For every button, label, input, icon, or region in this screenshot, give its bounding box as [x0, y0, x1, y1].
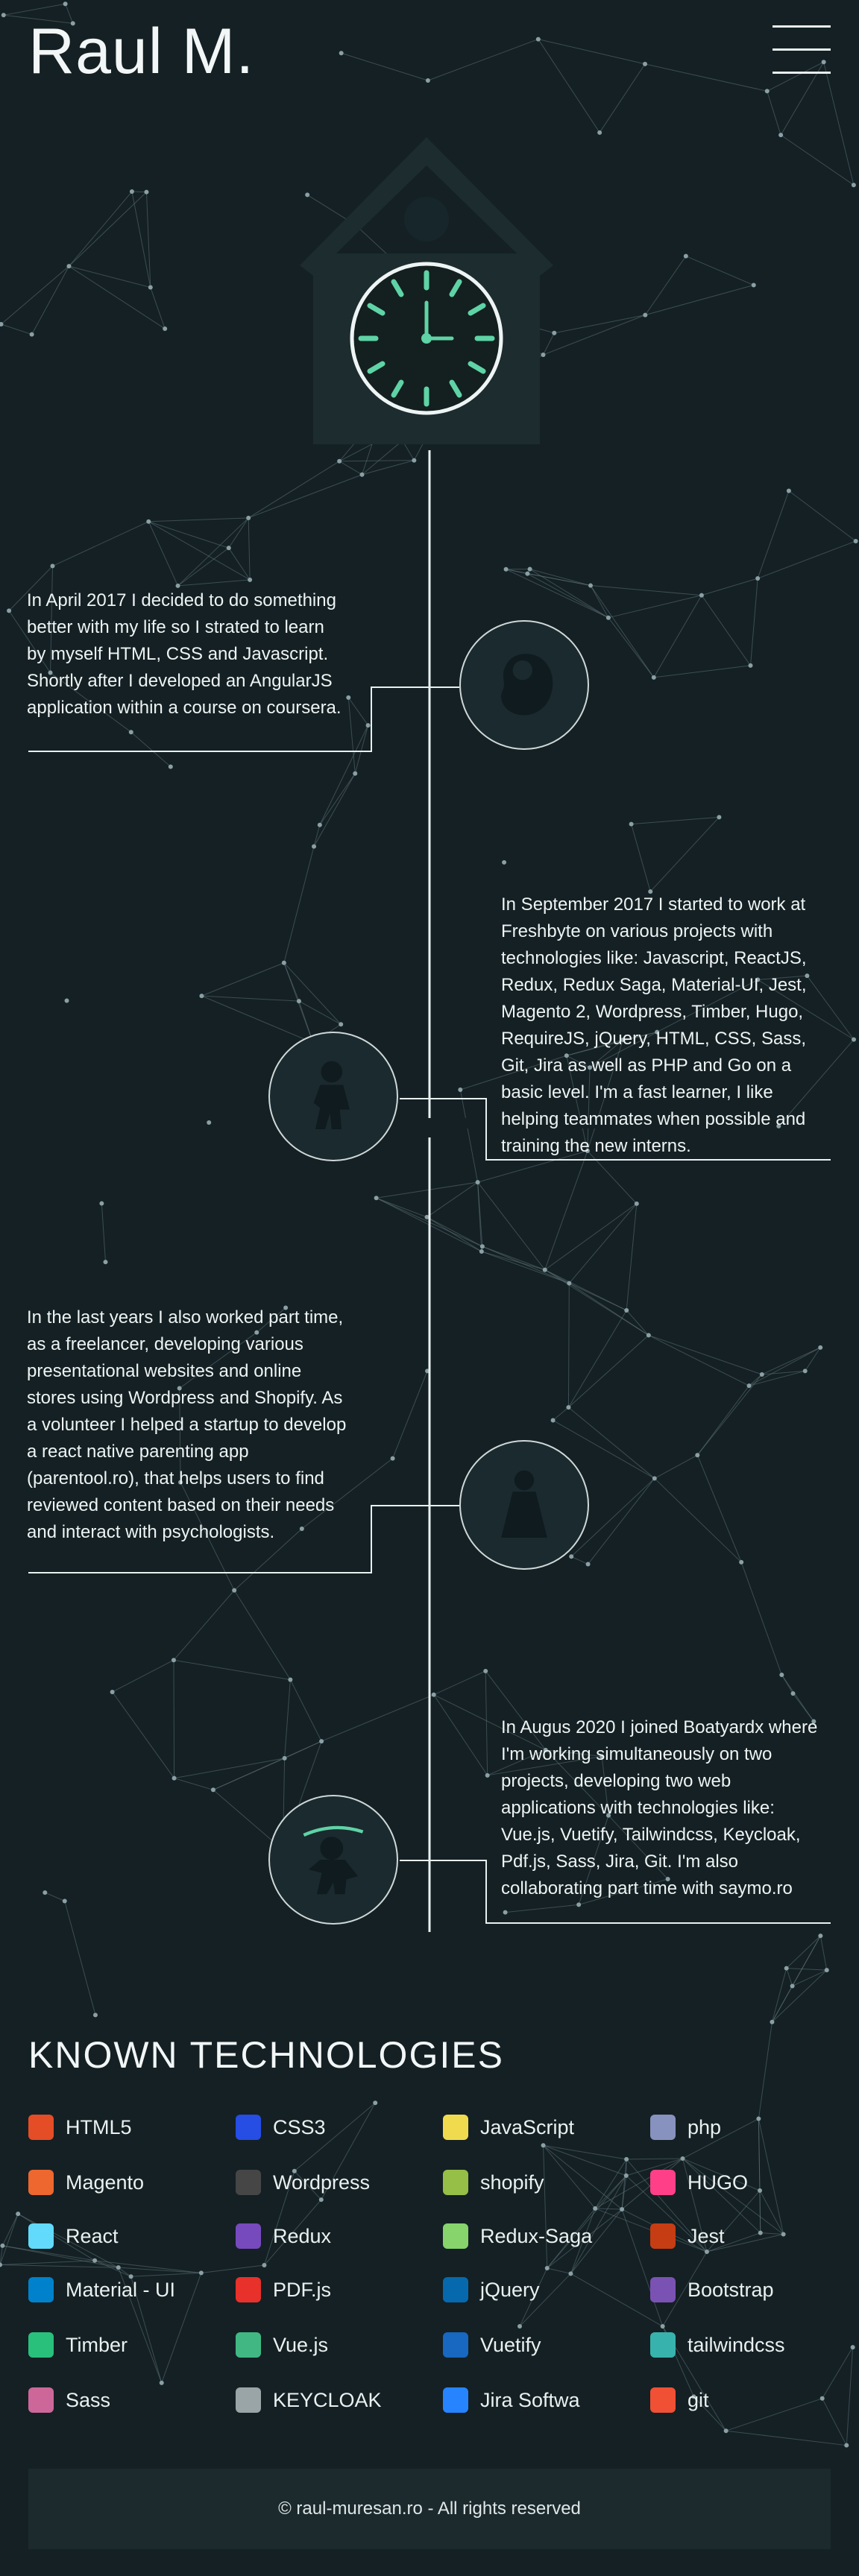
- tech-label: Jest: [687, 2224, 725, 2247]
- tech-item-timber: [28, 2326, 128, 2364]
- timeline-circle-2: [268, 1032, 398, 1161]
- tech-item-keycloak: [236, 2381, 382, 2419]
- material-ui-icon: [28, 2277, 54, 2302]
- tech-label: JavaScript: [480, 2115, 575, 2138]
- tech-label: shopify: [480, 2171, 544, 2194]
- tech-item-javascript: [443, 2108, 574, 2147]
- timeline-text-2017-april: In April 2017 I decided to do something better with my life so I strated to learn by myself HTML, CSS and Javascript. Shortly after I developed an AngularJS application within a course on coursera.: [27, 590, 342, 718]
- vuetify-icon: [443, 2332, 468, 2358]
- git-icon: [650, 2387, 676, 2413]
- tech-label: KEYCLOAK: [273, 2388, 382, 2411]
- tech-item-redux-saga: [443, 2217, 592, 2255]
- tech-item-sass: [28, 2381, 110, 2419]
- jira-icon: [443, 2387, 468, 2413]
- wordpress-icon: [236, 2170, 261, 2195]
- tech-label: Timber: [66, 2333, 128, 2356]
- tech-item-php: [650, 2108, 721, 2147]
- tech-item-jira: [443, 2381, 580, 2419]
- timeline-text-2020-august: In Augus 2020 I joined Boatyardx where I'm working simultaneously on two projects, developing two web applications with technologies like: Vue.js, Vuetify, Tailwindcss, Keycloak, Pdf.js, Sass, Jira, Git. I'm also collaborating part time with saymo.ro: [501, 1717, 818, 1898]
- bootstrap-icon: [650, 2277, 676, 2302]
- tech-label: jQuery: [480, 2278, 540, 2301]
- tech-label: tailwindcss: [687, 2333, 785, 2356]
- magento-icon: [28, 2170, 54, 2195]
- tech-label: Sass: [66, 2388, 111, 2411]
- vuejs-icon: [236, 2332, 261, 2358]
- embryo-icon: [483, 644, 565, 726]
- tech-item-git: [650, 2381, 709, 2419]
- tech-label: PDF.js: [273, 2278, 332, 2301]
- html5-icon: [28, 2115, 54, 2140]
- hamburger-menu-icon[interactable]: [773, 25, 831, 75]
- tech-label: Bootstrap: [687, 2278, 774, 2301]
- tech-label: HUGO: [687, 2171, 748, 2194]
- ninja-icon: [292, 1819, 374, 1901]
- tech-item-react: [28, 2217, 119, 2255]
- tech-label: Wordpress: [273, 2171, 371, 2194]
- tech-item-shopify: [443, 2163, 544, 2202]
- tech-item-hugo: [650, 2163, 748, 2202]
- timeline-circle-3: [459, 1440, 589, 1570]
- timeline-text-2017-september: In September 2017 I started to work at Freshbyte on various projects with technologies like: Javascript, ReactJS, Redux, Redux Saga, Material-UI, Jest, Magento 2, Wordpress, Timber, Hugo, RequireJS, jQuery, HTML, CSS, Sass, Git, Jira as well as PHP and Go on a basic level. I'm a fast learner, I like helping teammates when possible and training the new interns.: [501, 894, 807, 1156]
- tech-label: Vue.js: [273, 2333, 329, 2356]
- jquery-icon: [443, 2277, 468, 2302]
- tech-item-wordpress: [236, 2163, 370, 2202]
- css3-icon: [236, 2115, 261, 2140]
- footer: [28, 2469, 831, 2549]
- tech-label: CSS3: [273, 2115, 326, 2138]
- tech-item-tailwindcss: [650, 2326, 785, 2364]
- tech-item-bootstrap: [650, 2270, 774, 2309]
- tech-label: Vuetify: [480, 2333, 541, 2356]
- timber-icon: [28, 2332, 54, 2358]
- tech-label: php: [687, 2115, 722, 2138]
- tailwindcss-icon: [650, 2332, 676, 2358]
- tech-item-jest: [650, 2217, 725, 2255]
- timeline-circle-1: [459, 620, 589, 750]
- tech-label: Magento: [66, 2171, 145, 2194]
- baby-walking-icon: [292, 1055, 374, 1137]
- tech-label: Jira Softwa: [480, 2388, 580, 2411]
- tech-item-magento: [28, 2163, 144, 2202]
- tech-item-material-ui: [28, 2270, 175, 2309]
- tech-item-html5: [28, 2108, 132, 2147]
- redux-icon: [236, 2223, 261, 2249]
- tech-item-redux: [236, 2217, 331, 2255]
- timeline-text-freelance: In the last years I also worked part time, as a freelancer, developing various presentational websites and online stores using Wordpress and Shopify. As a volunteer I helped a startup to develop a react native parenting app (parentool.ro), that helps users to find reviewed content based on their needs and interact with psychologists.: [27, 1307, 347, 1542]
- redux-saga-icon: [443, 2223, 468, 2249]
- tech-item-vuetify: [443, 2326, 541, 2364]
- pdfjs-icon: [236, 2277, 261, 2302]
- javascript-icon: [443, 2115, 468, 2140]
- tech-item-vuejs: [236, 2326, 328, 2364]
- tech-label: React: [66, 2224, 119, 2247]
- tech-item-css3: [236, 2108, 326, 2147]
- cuckoo-clock-icon: [300, 137, 553, 444]
- sass-icon: [28, 2387, 54, 2413]
- tech-label: Redux-Saga: [480, 2224, 593, 2247]
- tech-label: Redux: [273, 2224, 332, 2247]
- timeline-circle-4: [268, 1795, 398, 1925]
- tech-label: git: [687, 2388, 709, 2411]
- tech-label: HTML5: [66, 2115, 132, 2138]
- copyright-text: © raul-muresan.ro - All rights reserved: [278, 2498, 581, 2519]
- react-icon: [28, 2223, 54, 2249]
- site-title[interactable]: Raul M.: [28, 16, 255, 87]
- keycloak-icon: [236, 2387, 261, 2413]
- tech-item-jquery: [443, 2270, 540, 2309]
- shopify-icon: [443, 2170, 468, 2195]
- child-icon: [483, 1464, 565, 1546]
- tech-item-pdfjs: [236, 2270, 331, 2309]
- tech-label: Material - UI: [66, 2278, 176, 2301]
- php-icon: [650, 2115, 676, 2140]
- hugo-icon: [650, 2170, 676, 2195]
- jest-icon: [650, 2223, 676, 2249]
- technologies-title: KNOWN TECHNOLOGIES: [28, 2034, 504, 2076]
